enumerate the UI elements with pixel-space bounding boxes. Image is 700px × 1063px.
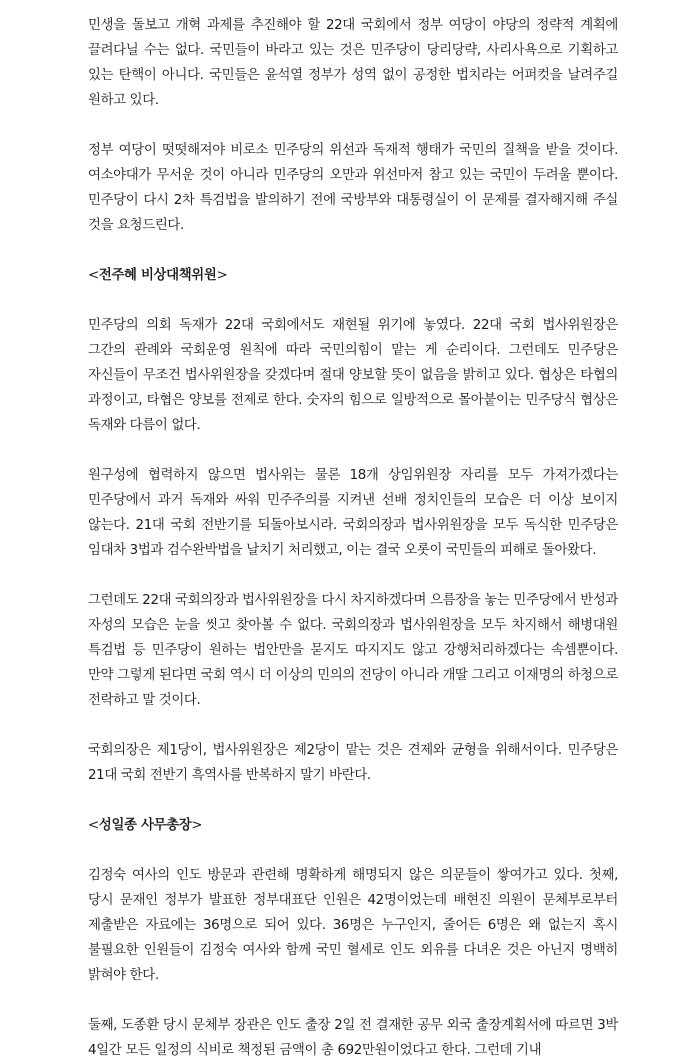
body-paragraph: 정부 여당이 떳떳해져야 비로소 민주당의 위선과 독재적 행태가 국민의 질책을 받을 것이다. 여소야대가 무서운 것이 아니라 민주당의 오만과 위선마저 참고 있는 국민이 두려울 뿐이다. 민주당이 다시 2차 특검법을 발의하기 전에 국방부와 대통령실이 이 문제를 결자해지해 주실 것을 요청드린다. (88, 143, 618, 233)
heading-bracket-open: < (88, 818, 99, 833)
heading-bracket-close: > (216, 268, 228, 283)
section-heading-seong-iljong (88, 813, 618, 838)
body-paragraph: 민주당의 의회 독재가 22대 국회에서도 재현될 위기에 놓였다. 22대 국회 법사위원장은 그간의 관례와 국회운영 원칙에 따라 국민의힘이 맡는 게 순리이다. 그런데도 민주당은 자신들이 무조건 법사위원장을 갖겠다며 절대 양보할 뜻이 없음을 밝히고 있다. 협상은 타협의 과정이고, 타협은 양보를 전제로 한다. 숫자의 힘으로 일방적으로 몰아붙이는 민주당식 협상은 독재와 다름이 없다. (88, 318, 618, 433)
body-paragraph: 그런데도 22대 국회의장과 법사위원장을 다시 차지하겠다며 으름장을 놓는 민주당에서 반성과 자성의 모습은 눈을 씻고 찾아볼 수 없다. 국회의장과 법사위원장을 모두 차지해서 해병대원 특검법 등 민주당이 원하는 법안만을 묻지도 따지지도 않고 강행처리하겠다는 속셈뿐이다. 만약 그렇게 된다면 국회 역시 더 이상의 민의의 전당이 아니라 개딸 그리고 이재명의 하청으로 전락하고 말 것이다. (88, 593, 618, 708)
body-paragraph: 원구성에 협력하지 않으면 법사위는 물론 18개 상임위원장 자리를 모두 가져가겠다는 민주당에서 과거 독재와 싸워 민주주의를 지켜낸 선배 정치인들의 모습은 더 이상 보이지 않는다. 21대 국회 전반기를 되돌아보시라. 국회의장과 법사위원장을 모두 독식한 민주당은 임대차 3법과 검수완박법을 날치기 처리했고, 이는 결국 오롯이 국민들의 피해로 돌아왔다. (88, 468, 618, 558)
body-paragraph: 둘째, 도종환 당시 문체부 장관은 인도 출장 2일 전 결재한 공무 외국 출장계획서에 따르면 3박 4일간 모든 일정의 식비로 책정된 금액이 총 692만원이었다고 한다. 그런데 기내 (88, 1018, 618, 1058)
body-paragraph: 민생을 돌보고 개혁 과제를 추진해야 할 22대 국회에서 정부 여당이 야당의 정략적 계획에 끌려다닐 수는 없다. 국민들이 바라고 있는 것은 민주당이 당리당략, 사리사욕으로 기획하고 있는 탄핵이 아니다. 국민들은 윤석열 정부가 성역 없이 공정한 법치라는 어퍼컷을 날려주길 원하고 있다. (88, 18, 618, 108)
body-paragraph: 국회의장은 제1당이, 법사위원장은 제2당이 맡는 것은 견제와 균형을 위해서이다. 민주당은 21대 국회 전반기 흑역사를 반복하지 말기 바란다. (88, 743, 618, 783)
heading-bracket-open: < (88, 268, 99, 283)
heading-title: 전주혜 비상대책위원 (98, 268, 217, 283)
body-paragraph: 김정숙 여사의 인도 방문과 관련해 명확하게 해명되지 않은 의문들이 쌓여가고 있다. 첫째, 당시 문재인 정부가 발표한 정부대표단 인원은 42명이었는데 배현진 의원이 문체부로부터 제출받은 자료에는 36명으로 되어 있다. 36명은 누구인지, 줄어든 6명은 왜 없는지 혹시 불필요한 인원들이 김정숙 여사와 함께 국민 혈세로 인도 외유를 다녀온 것은 아닌지 명백히 밝혀야 한다. (88, 868, 618, 983)
document-page (88, 13, 618, 1063)
heading-bracket-close: > (191, 818, 203, 833)
section-heading-jeon-juhye (88, 263, 618, 288)
heading-title: 성일종 사무총장 (98, 818, 192, 833)
